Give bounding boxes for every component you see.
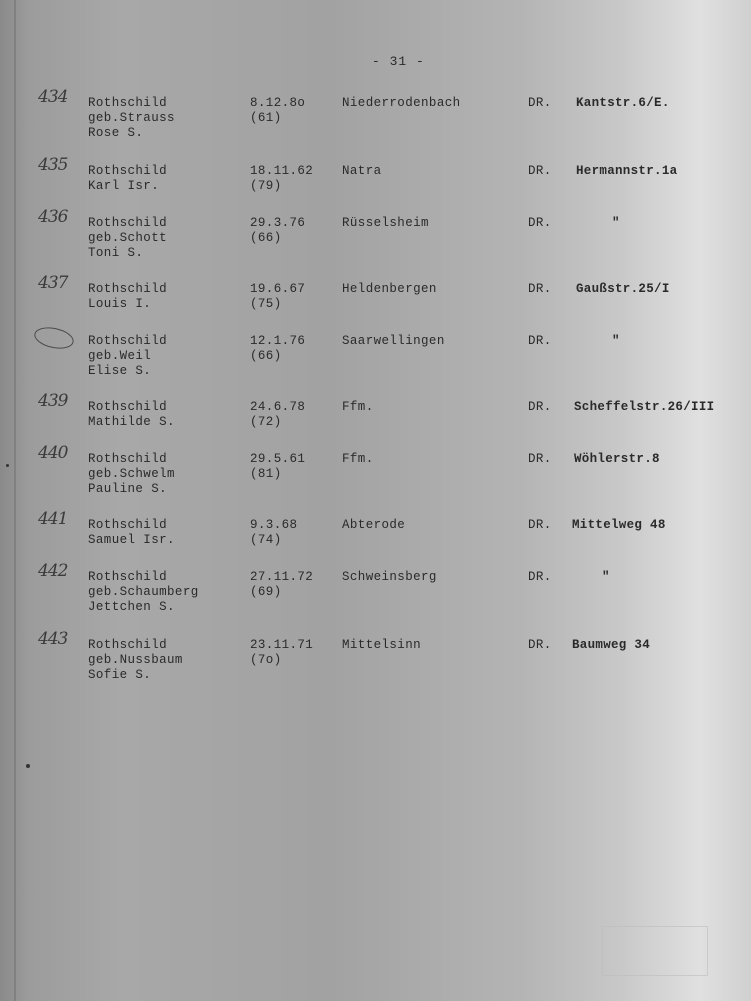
page-number: - 31 - [372, 54, 425, 69]
entry-address: Scheffelstr.26/III [574, 400, 715, 414]
entry-city: DR. [528, 216, 552, 230]
entry-birthdate: 29.5.61 (81) [250, 452, 306, 481]
entry-name: Rothschild Louis I. [88, 282, 168, 311]
entry-number: 439 [38, 391, 68, 411]
entry-birthplace: Natra [342, 164, 382, 178]
entry-birthplace: Ffm. [342, 452, 374, 466]
entry-number: 435 [38, 155, 68, 175]
entry-birthdate: 18.11.62 (79) [250, 164, 314, 193]
entry-birthdate: 12.1.76 (66) [250, 334, 306, 363]
entry-birthdate: 27.11.72 (69) [250, 570, 314, 599]
faint-stamp [602, 926, 708, 976]
entry-number: 440 [38, 443, 68, 463]
handwritten-circle-mark [32, 324, 75, 352]
entry-birthplace: Abterode [342, 518, 406, 532]
entry-city: DR. [528, 96, 552, 110]
entry-name: Rothschild geb.Schaumberg Jettchen S. [88, 570, 199, 614]
entry-city: DR. [528, 518, 552, 532]
entry-address: Kantstr.6/E. [576, 96, 670, 110]
entry-birthdate: 8.12.8o (61) [250, 96, 306, 125]
entry-number: 436 [38, 207, 68, 227]
entry-birthdate: 29.3.76 (66) [250, 216, 306, 245]
entry-city: DR. [528, 638, 552, 652]
entry-city: DR. [528, 282, 552, 296]
entry-number: 442 [38, 561, 68, 581]
entry-name: Rothschild Karl Isr. [88, 164, 168, 193]
ink-dot [26, 764, 30, 768]
entry-city: DR. [528, 570, 552, 584]
entry-city: DR. [528, 400, 552, 414]
entry-birthplace: Niederrodenbach [342, 96, 461, 110]
entry-birthdate: 19.6.67 (75) [250, 282, 306, 311]
entry-number: 441 [38, 509, 68, 529]
entry-name: Rothschild geb.Weil Elise S. [88, 334, 168, 378]
entry-name: Rothschild Mathilde S. [88, 400, 175, 429]
entry-address: Baumweg 34 [572, 638, 651, 652]
entry-number: 437 [38, 273, 68, 293]
entry-address: " [602, 570, 610, 584]
entry-address: Mittelweg 48 [572, 518, 666, 532]
entry-address: " [612, 216, 620, 230]
entry-address: Wöhlerstr.8 [574, 452, 660, 466]
entry-number: 434 [38, 87, 68, 107]
ink-dot [6, 464, 9, 467]
entry-birthplace: Schweinsberg [342, 570, 437, 584]
entry-name: Rothschild Samuel Isr. [88, 518, 175, 547]
entry-name: Rothschild geb.Strauss Rose S. [88, 96, 175, 140]
entry-address: " [612, 334, 620, 348]
entry-city: DR. [528, 452, 552, 466]
entry-birthplace: Mittelsinn [342, 638, 422, 652]
entry-name: Rothschild geb.Schwelm Pauline S. [88, 452, 175, 496]
entry-address: Hermannstr.1a [576, 164, 678, 178]
entry-city: DR. [528, 334, 552, 348]
entry-birthdate: 9.3.68 (74) [250, 518, 298, 547]
entry-birthplace: Rüsselsheim [342, 216, 429, 230]
entry-birthplace: Saarwellingen [342, 334, 445, 348]
entry-birthplace: Ffm. [342, 400, 374, 414]
entry-name: Rothschild geb.Nussbaum Sofie S. [88, 638, 183, 682]
entry-name: Rothschild geb.Schott Toni S. [88, 216, 168, 260]
entry-number: 443 [38, 629, 68, 649]
entry-address: Gaußstr.25/I [576, 282, 670, 296]
entry-birthdate: 24.6.78 (72) [250, 400, 306, 429]
entry-city: DR. [528, 164, 552, 178]
entry-birthdate: 23.11.71 (7o) [250, 638, 314, 667]
binding-margin-line [14, 0, 16, 1001]
entry-birthplace: Heldenbergen [342, 282, 437, 296]
